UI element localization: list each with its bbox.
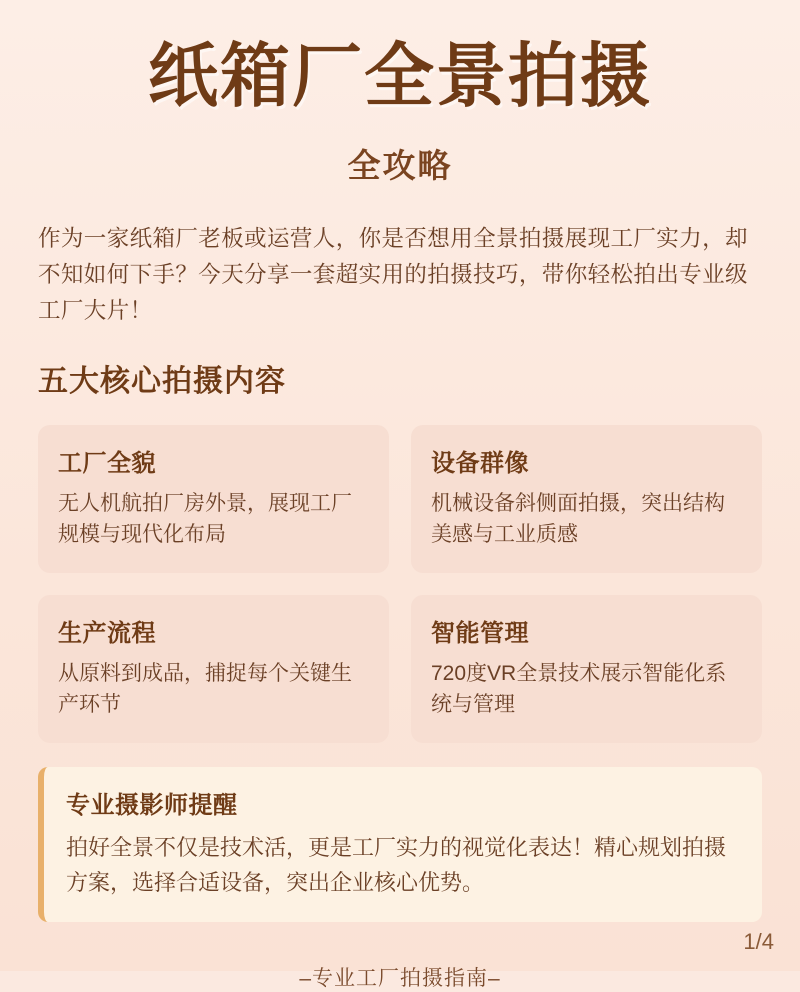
footer-note: –专业工厂拍摄指南– bbox=[299, 967, 501, 991]
intro-paragraph: 作为一家纸箱厂老板或运营人，你是否想用全景拍摄展现工厂实力，却不知如何下手？今天分享一套超实用的拍摄技巧，带你轻松拍出专业级工厂大片！ bbox=[38, 225, 748, 324]
content-card bbox=[38, 595, 389, 743]
content-card bbox=[411, 425, 762, 573]
tip-title: 专业摄影师提醒 bbox=[66, 791, 238, 819]
card-title: 工厂全貌 bbox=[58, 449, 156, 477]
content-card bbox=[38, 425, 389, 573]
page-subtitle: 全攻略 bbox=[347, 146, 453, 184]
card-body: 720度VR全景技术展示智能化系统与管理 bbox=[431, 661, 727, 717]
card-body: 从原料到成品，捕捉每个关键生产环节 bbox=[58, 661, 352, 717]
content-card bbox=[411, 595, 762, 743]
page-title: 纸箱厂全景拍摄 bbox=[148, 37, 652, 115]
card-title: 智能管理 bbox=[431, 619, 529, 647]
tip-body: 拍好全景不仅是技术活，更是工厂实力的视觉化表达！精心规划拍摄方案，选择合适设备，突出企业核心优势。 bbox=[66, 834, 727, 895]
section-heading: 五大核心拍摄内容 bbox=[38, 364, 286, 398]
card-title: 设备群像 bbox=[431, 449, 529, 477]
card-body: 机械设备斜侧面拍摄，突出结构美感与工业质感 bbox=[431, 491, 725, 547]
card-grid bbox=[38, 425, 762, 743]
card-body: 无人机航拍厂房外景，展现工厂规模与现代化布局 bbox=[58, 491, 352, 547]
card-title: 生产流程 bbox=[58, 619, 156, 647]
page-number: 1/4 bbox=[743, 929, 774, 954]
tip-callout bbox=[38, 767, 762, 922]
